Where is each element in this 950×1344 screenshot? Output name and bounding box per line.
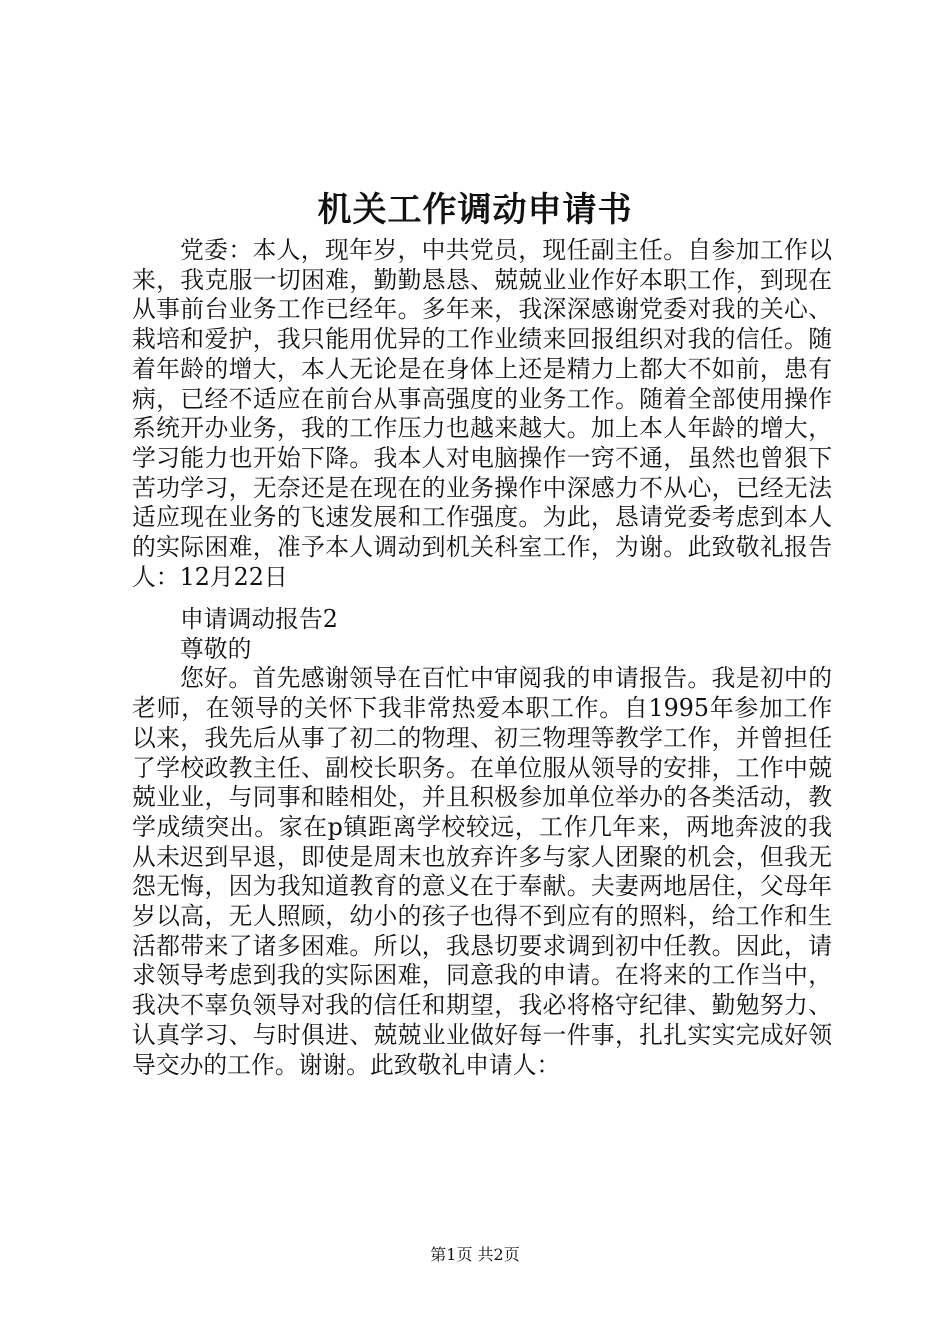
section-2-heading: 申请调动报告2	[180, 605, 338, 633]
salutation: 尊敬的	[180, 634, 252, 663]
paragraph-2: 您好。首先感谢领导在百忙中审阅我的申请报告。我是初中的老师，在领导的关怀下我非常热爱本职工作。自1995年参加工作以来，我先后从事了初二的物理、初三物理等教学工作，并曾担任了学校政教主任、副校长职务。在单位服从领导的安排，工作中兢兢业业，与同事和睦相处，并且积极参加单位举办的各类活动，教学成绩突出。家在p镇距离学校较远，工作几年来，两地奔波的我从未迟到早退，即使是周末也放弃许多与家人团聚的机会，但我无怨无悔，因为我知道教育的意义在于奉献。夫妻两地居住，父母年岁以高，无人照顾，幼小的孩子也得不到应有的照料，给工作和生活都带来了诸多困难。所以，我恳切要求调到初中任教。因此，请求领导考虑到我的实际困难，同意我的申请。在将来的工作当中，我决不辜负领导对我的信任和期望，我必将格守纪律、勤勉努力、认真学习、与时俱进、兢兢业业做好每一件事，扎扎实实完成好领导交办的工作。谢谢。此致敬礼申请人：	[132, 664, 832, 1079]
paragraph-1: 党委：本人，现年岁，中共党员，现任副主任。自参加工作以来，我克服一切困难，勤勤恳恳、兢兢业业作好本职工作，到现在从事前台业务工作已经年。多年来，我深深感谢党委对我的关心、栽培和爱护，我只能用优异的工作业绩来回报组织对我的信任。随着年龄的增大，本人无论是在身体上还是精力上都大不如前，患有病，已经不适应在前台从事高强度的业务工作。随着全部使用操作系统开办业务，我的工作压力也越来越大。加上本人年龄的增大，学习能力也开始下降。我本人对电脑操作一窍不通，虽然也曾狠下苦功学习，无奈还是在现在的业务操作中深感力不从心，已经无法适应现在业务的飞速发展和工作强度。为此，恳请党委考虑到本人的实际困难，准予本人调动到机关科室工作，为谢。此致敬礼报告人：12月22日	[132, 236, 832, 591]
page-number-footer: 第1页 共2页	[430, 1245, 520, 1264]
second-letter	[132, 605, 832, 1080]
first-letter	[132, 236, 832, 592]
document-title: 机关工作调动申请书	[317, 190, 633, 230]
